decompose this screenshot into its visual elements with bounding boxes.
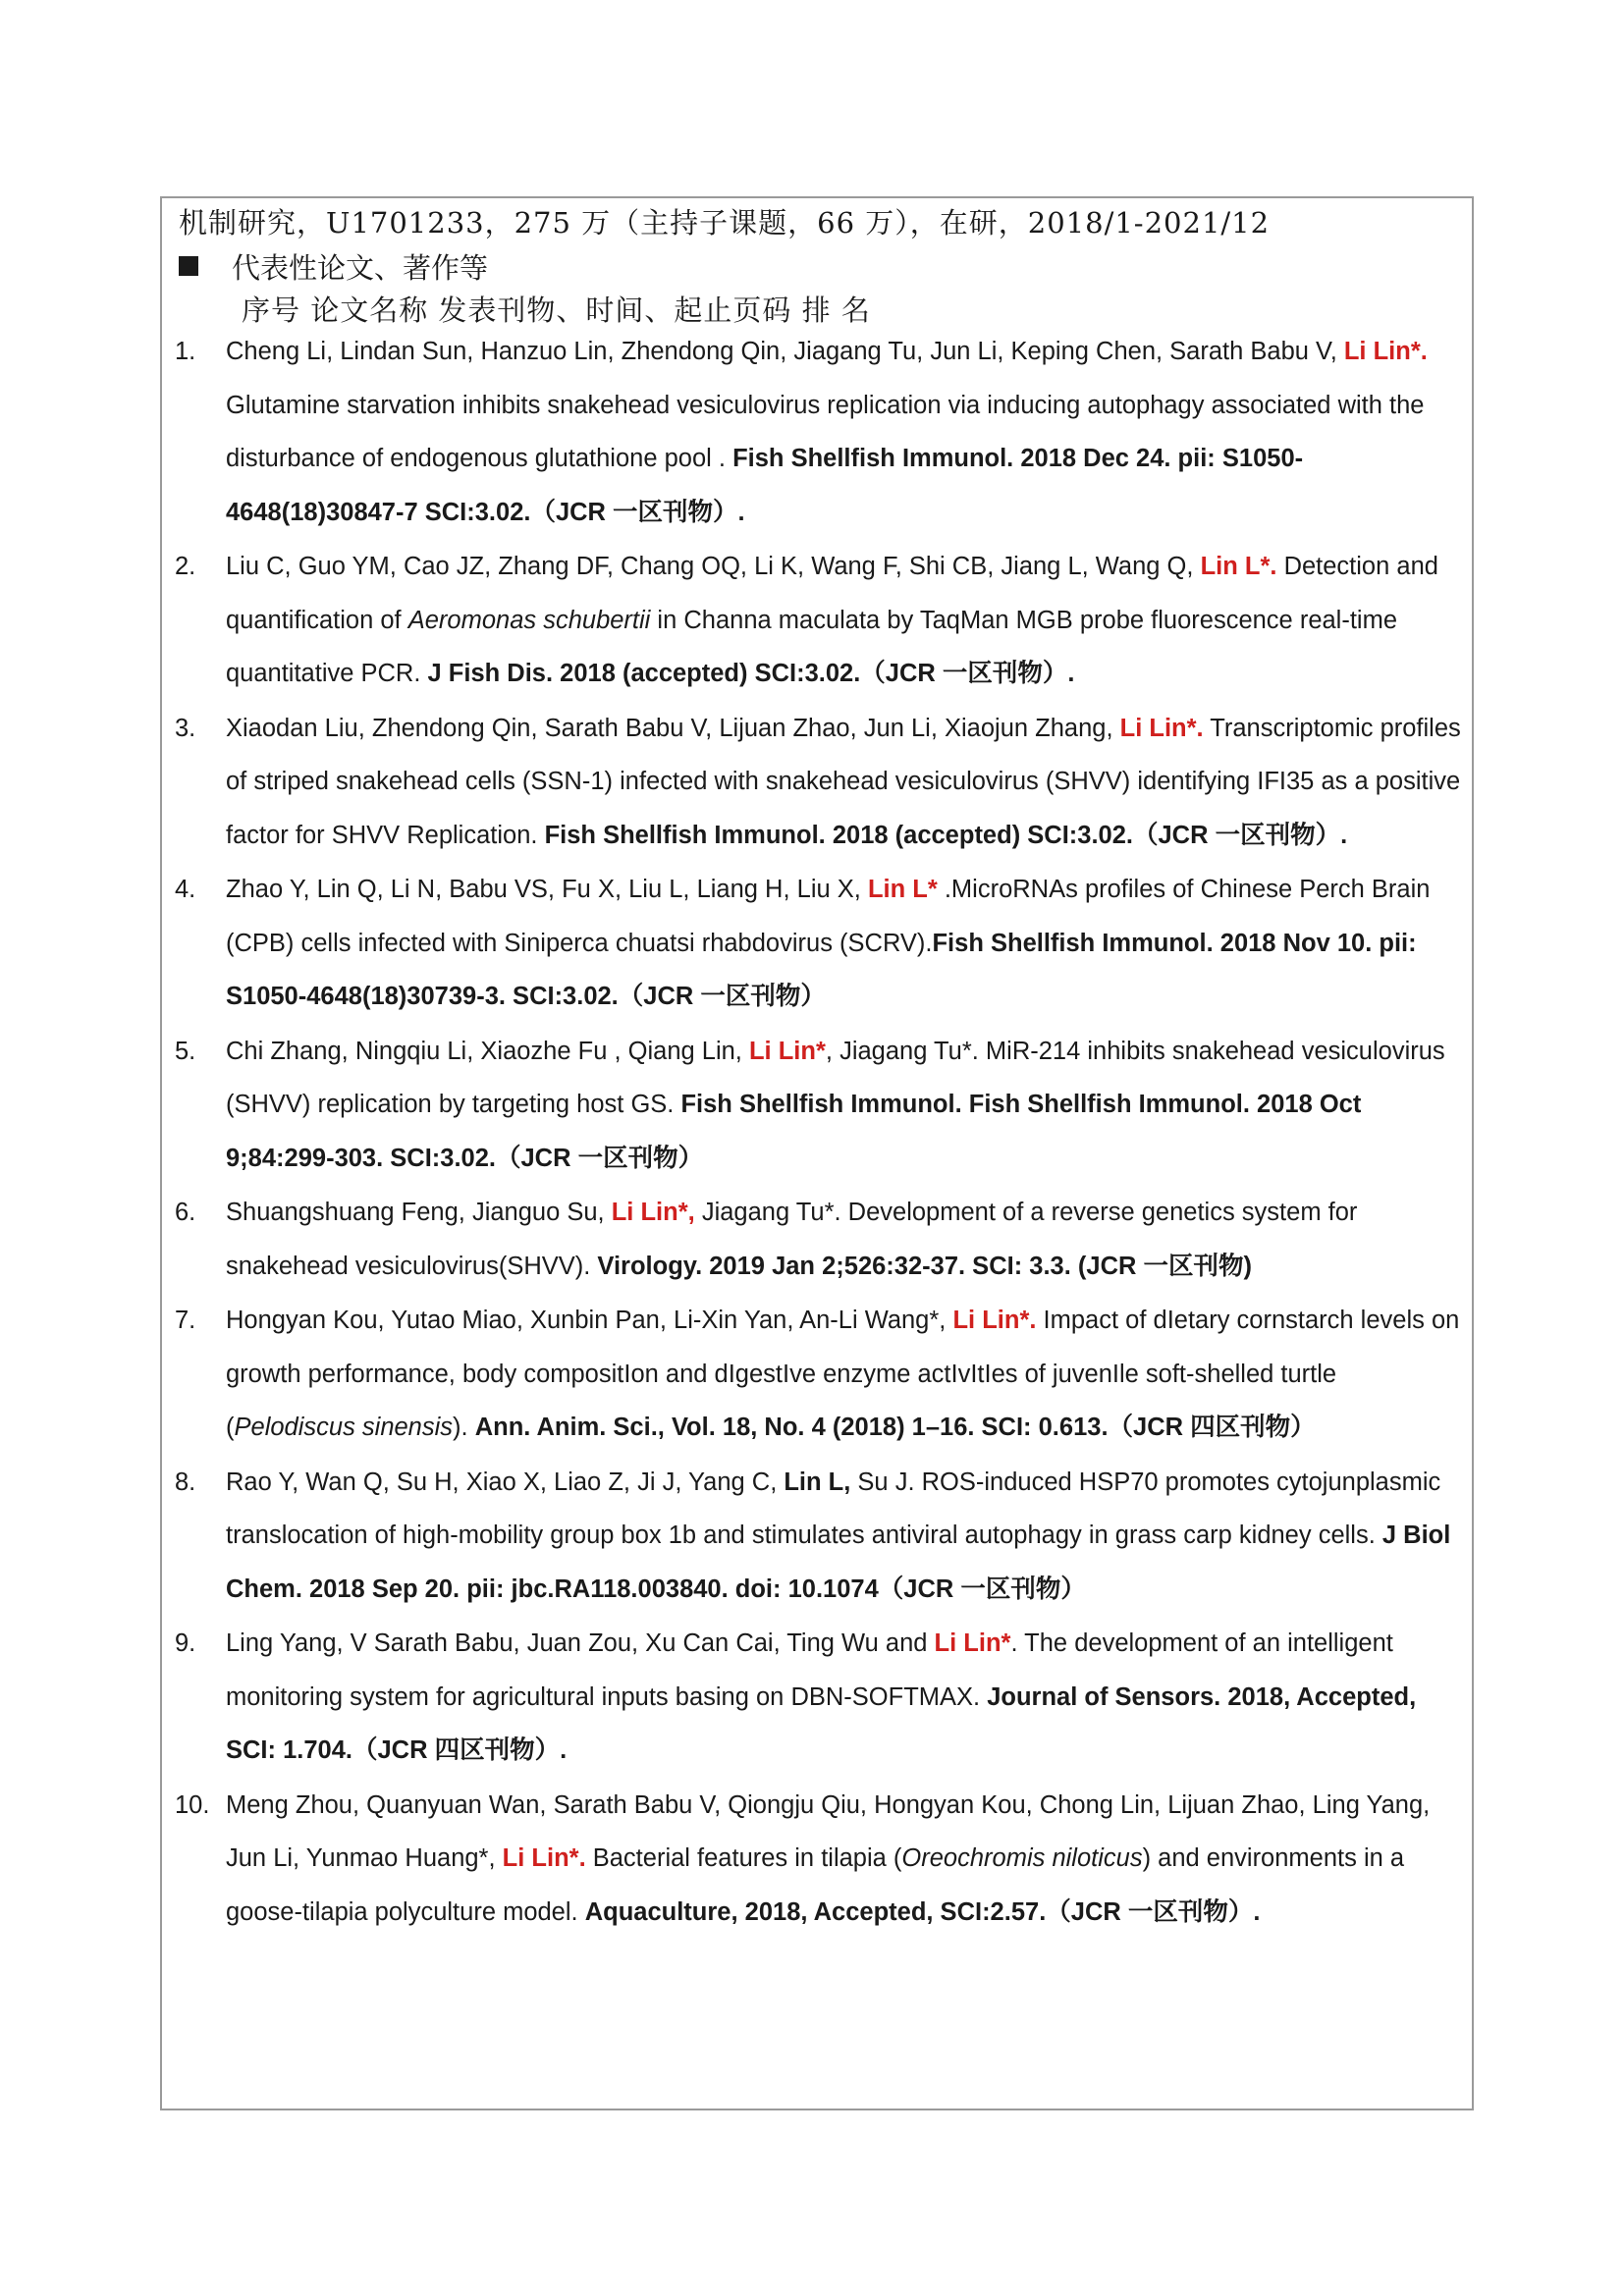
reference-source: Fish Shellfish Immunol. 2018 Nov 10. pii: S1050-4648(18)30739-3. SCI:3.02.（JCR 一区刊物） [226, 929, 1417, 1010]
species-name: Oreochromis niloticus [901, 1844, 1143, 1872]
columns-header: 序号 论文名称 发表刊物、时间、起止页码 排 名 [242, 294, 871, 327]
reference-number: 2. [175, 553, 196, 580]
reference-number: 8. [175, 1468, 196, 1496]
corresponding-author: Li Lin*. [1343, 338, 1428, 365]
reference-item [175, 1617, 1467, 1778]
corresponding-author: Li Lin*. [952, 1307, 1037, 1334]
reference-source: Fish Shellfish Immunol. Fish Shellfish Immunol. 2018 Oct 9;84:299-303. SCI:3.02.（JCR 一区刊物） [226, 1091, 1362, 1172]
corresponding-author: Lin L*. [1200, 553, 1277, 580]
corresponding-author: Li Lin*. [1119, 714, 1204, 742]
reference-title: Glutamine starvation inhibits snakehead vesiculovirus replication via inducing autophagy associated with the disturbance of endogenous glutathione pool . [226, 391, 1425, 472]
reference-source: Virology. 2019 Jan 2;526:32-37. SCI: 3.3. (JCR 一区刊物) [597, 1252, 1252, 1280]
reference-authors: Hongyan Kou, Yutao Miao, Xunbin Pan, Li-Xin Yan, An-Li Wang*, [226, 1307, 953, 1334]
reference-number: 6. [175, 1199, 196, 1226]
corresponding-author: Li Lin*. [502, 1844, 586, 1872]
reference-source: Fish Shellfish Immunol. 2018 Dec 24. pii: S1050-4648(18)30847-7 SCI:3.02.（JCR 一区刊物）. [226, 445, 1304, 526]
corresponding-author: Li Lin*, [611, 1199, 695, 1226]
species-name: Aeromonas schubertii [407, 606, 651, 634]
species-name: Pelodiscus sinensis [234, 1414, 454, 1441]
reference-number: 3. [175, 714, 196, 742]
reference-title: Detection and quantification of [226, 553, 1438, 634]
reference-source: Aquaculture, 2018, Accepted, SCI:2.57.（JCR 一区刊物）. [584, 1897, 1261, 1926]
reference-title: , Jiagang Tu*. MiR-214 inhibits snakehead vesiculovirus (SHVV) replication by targeting host GS. [226, 1037, 1445, 1118]
reference-item [175, 540, 1467, 701]
reference-source: J Fish Dis. 2018 (accepted) SCI:3.02.（JCR 一区刊物）. [427, 660, 1075, 687]
reference-number: 1. [175, 338, 196, 365]
reference-number: 10. [175, 1790, 210, 1819]
reference-title: Bacterial features in tilapia ( [585, 1844, 902, 1872]
reference-source: Ann. Anim. Sci., Vol. 18, No. 4 (2018) 1–16. SCI: 0.613.（JCR 四区刊物） [474, 1414, 1316, 1441]
reference-title: Su J. ROS-induced HSP70 promotes cytojunplasmic translocation of high-mobility group box 1b and stimulates antiviral autophagy in grass carp kidney cells. [226, 1468, 1441, 1549]
reference-title-cont: ). [453, 1414, 475, 1441]
reference-authors: Rao Y, Wan Q, Su H, Xiao X, Liao Z, Ji J, Yang C, [226, 1468, 785, 1496]
reference-item [175, 863, 1467, 1024]
funding-line: 机制研究，U1701233，275 万（主持子课题，66 万），在研，2018/1-2021/12 [179, 206, 1271, 240]
reference-authors: Cheng Li, Lindan Sun, Hanzuo Lin, Zhendong Qin, Jiagang Tu, Jun Li, Keping Chen, Sarath Babu V, [226, 338, 1344, 365]
reference-item [175, 1186, 1467, 1293]
reference-authors: Ling Yang, V Sarath Babu, Juan Zou, Xu Can Cai, Ting Wu and [226, 1629, 935, 1657]
reference-source: Fish Shellfish Immunol. 2018 (accepted) SCI:3.02.（JCR 一区刊物）. [544, 821, 1348, 849]
reference-title-cont: ) and environments in a goose-tilapia polyculture model. [226, 1844, 1405, 1926]
reference-authors: Zhao Y, Lin Q, Li N, Babu VS, Fu X, Liu L, Liang H, Liu X, [226, 876, 868, 903]
corresponding-author: Li Lin* [934, 1629, 1011, 1657]
reference-authors: Xiaodan Liu, Zhendong Qin, Sarath Babu V, Lijuan Zhao, Jun Li, Xiaojun Zhang, [226, 714, 1120, 742]
reference-title-cont: in Channa maculata by TaqMan MGB probe fluorescence real-time quantitative PCR. [226, 606, 1398, 687]
reference-authors: Liu C, Guo YM, Cao JZ, Zhang DF, Chang OQ, Li K, Wang F, Shi CB, Jiang L, Wang Q, [226, 553, 1201, 580]
reference-list [175, 325, 1467, 1940]
reference-number: 5. [175, 1037, 196, 1065]
square-bullet-icon [179, 256, 198, 276]
reference-title: Jiagang Tu*. Development of a reverse genetics system for snakehead vesiculovirus(SHVV). [226, 1199, 1358, 1280]
reference-number: 9. [175, 1629, 196, 1657]
reference-item [175, 325, 1467, 539]
corresponding-author: Lin L* [867, 876, 938, 903]
reference-title: . The development of an intelligent monitoring system for agricultural inputs basing on DBN-SOFTMAX. [226, 1629, 1393, 1711]
section-heading [179, 246, 488, 287]
reference-title: .MicroRNAs profiles of Chinese Perch Brain (CPB) cells infected with Siniperca chuatsi rhabdovirus (SCRV). [226, 876, 1431, 957]
reference-item [175, 702, 1467, 863]
section-title: 代表性论文、著作等 [232, 251, 489, 285]
reference-item [175, 1456, 1467, 1617]
reference-authors: Chi Zhang, Ningqiu Li, Xiaozhe Fu , Qiang Lin, [226, 1037, 749, 1065]
reference-authors: Shuangshuang Feng, Jianguo Su, [226, 1199, 612, 1226]
reference-item [175, 1779, 1467, 1940]
reference-title: Impact of dIetary cornstarch levels on growth performance, body compositIon and dIgestIve enzyme actIvItIes of juvenIle soft-shelled turtle ( [226, 1307, 1460, 1441]
reference-source: J Biol Chem. 2018 Sep 20. pii: jbc.RA118.003840. doi: 10.1074（JCR 一区刊物） [226, 1522, 1451, 1603]
reference-number: 7. [175, 1307, 196, 1334]
corresponding-author: Li Lin* [748, 1037, 826, 1065]
reference-title: Transcriptomic profiles of striped snakehead cells (SSN-1) infected with snakehead vesiculovirus (SHVV) identifying IFI35 as a positive factor for SHVV Replication. [226, 714, 1461, 849]
reference-item [175, 1294, 1467, 1455]
reference-item [175, 1025, 1467, 1186]
reference-number: 4. [175, 876, 196, 903]
reference-authors: Meng Zhou, Quanyuan Wan, Sarath Babu V, Qiongju Qiu, Hongyan Kou, Chong Lin, Lijuan Zhao, Ling Yang, Jun Li, Yunmao Huang*, [226, 1790, 1431, 1872]
author-bold: Lin L, [784, 1468, 851, 1496]
reference-source: Journal of Sensors. 2018, Accepted, SCI: 1.704.（JCR 四区刊物）. [226, 1682, 1417, 1764]
